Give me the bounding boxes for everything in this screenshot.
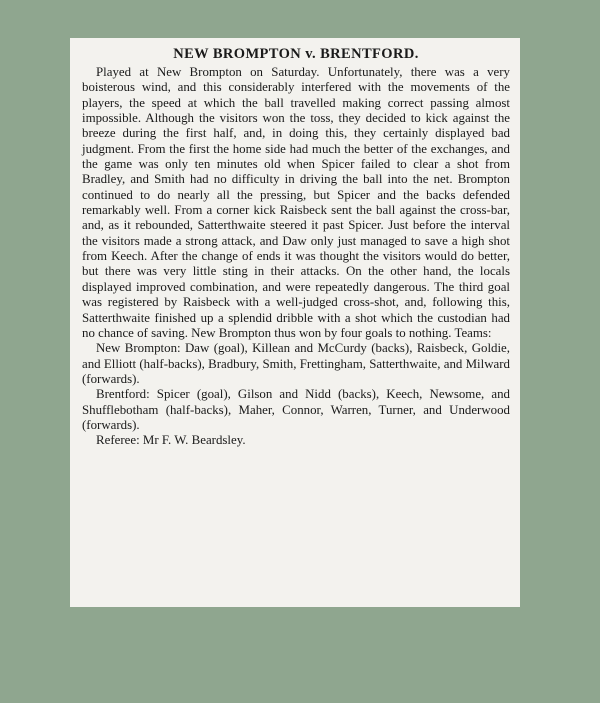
brentford-lineup: Brentford: Spicer (goal), Gilson and Nidd (backs), Keech, Newsome, and Shufflebotham (half-backs), Maher, Connor, Warren, Turner, and Underwood (forwards).	[82, 387, 510, 432]
article-headline: NEW BROMPTON v. BRENTFORD.	[173, 46, 419, 62]
newspaper-clipping	[70, 38, 520, 607]
referee-line: Referee: Mr F. W. Beardsley.	[96, 433, 246, 448]
match-report-paragraph: Played at New Brompton on Saturday. Unfortunately, there was a very boisterous wind, and this considerably interfered with the movements of the players, the speed at which the ball travelled making correct passing almost impossible. Although the visitors won the toss, they decided to kick against the breeze during the first half, and, in doing this, they certainly displayed bad judgment. From the first the home side had much the better of the exchanges, and the game was only ten minutes old when Spicer failed to clear a shot from Bradley, and Smith had no difficulty in driving the ball into the net. Brompton continued to do nearly all the pressing, but Spicer and the backs defended remarkably well. From a corner kick Raisbeck sent the ball against the cross-bar, and, as it rebounded, Satterthwaite steered it past Spicer. Just before the interval the visitors made a strong attack, and Daw only just managed to save a high shot from Keech. After the change of ends it was thought the visitors would do better, but there was very little sting in their attacks. On the other hand, the locals displayed improved combination, and were repeatedly dangerous. The third goal was registered by Raisbeck with a well-judged cross-shot, and, following this, Satterthwaite finished up a splendid dribble with a shot which the custodian had no chance of saving. New Brompton thus won by four goals to nothing. Teams:	[82, 65, 510, 340]
new-brompton-lineup: New Brompton: Daw (goal), Killean and McCurdy (backs), Raisbeck, Goldie, and Elliott (half-backs), Bradbury, Smith, Frettingham, Satterthwaite, and Milward (forwards).	[82, 341, 510, 386]
